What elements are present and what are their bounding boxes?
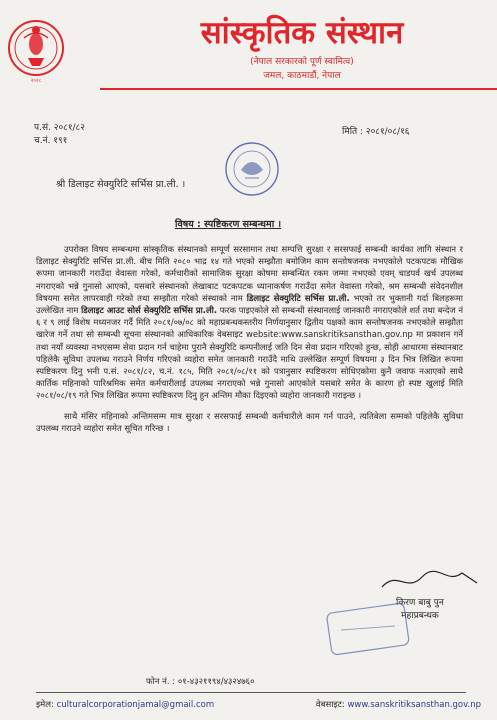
footer-phone: फोन नं. : ०१-४३२११९४/४३२४७६० xyxy=(146,677,255,687)
recipient: श्री डिलाइट सेक्युरिटि सर्भिस प्रा.ली. । xyxy=(56,179,186,190)
company-name-bold: डिलाइट सेक्युरिटि सर्भिस प्रा.ली. xyxy=(246,292,350,303)
website-label: वेबसाइट: xyxy=(315,700,345,710)
body-text-segment: भएको तर भुक्तानी गर्दा बिलहरूमा उल्लेखित नाम xyxy=(36,292,463,316)
email-address[interactable]: culturalcorporationjamal@gmail.com xyxy=(56,700,215,710)
svg-text:२०२८: २०२८ xyxy=(30,78,42,84)
body-paragraph-1 xyxy=(36,243,463,402)
signer-name: किरण बाबु पुन xyxy=(396,598,444,608)
reference-number: प.सं. २०८१/८२ xyxy=(34,123,85,133)
signer-title: महाप्रबन्धक xyxy=(401,611,439,621)
org-subtitle xyxy=(112,55,492,83)
letter-body xyxy=(36,243,463,442)
footer-contact xyxy=(36,699,481,710)
website-link[interactable]: www.sanskritiksansthan.gov.np xyxy=(347,700,481,710)
letter-date: मिति : २०८१/०८/१६ xyxy=(342,127,410,137)
footer-email xyxy=(36,699,214,710)
footer-website xyxy=(316,699,481,710)
company-name-bold-2: डिलाइट आउट सोर्स सेक्युरिटि सर्भिस प्रा.ली. xyxy=(81,305,218,316)
body-paragraph-2: साथै मंसिर महिनाको अन्तिमसम्म मात्र सुरक्षा र सरसफाई सम्बन्धी कर्मचारीले काम गर्न पाउने, त्यतिबेला सम्मको पहिलेकै सुविधा उपलब्ध गराउने व्यहोरा समेत सूचित गरिन्छ । xyxy=(36,410,463,433)
dispatch-number: च.नं. १९१ xyxy=(34,136,68,146)
official-seal xyxy=(223,140,281,198)
body-text-segment: फरक पाइएकोले सो सम्बन्धी संस्थानलाई जानकारी नगराएकोले शर्त तथा बन्देज नं ६ र ९ लाई विशेष मध्यनजर गर्दै मिति २०८१/०७/०८ को महाप्रबन्धकस्तरीय निर्णयानुसार द्वितीय पक्षको काम सन्तोषजनक नभएकोले सम्झौता खारेज गर्ने तथा सो सम्बन्धी सूचना संस्थानको आधिकारिक वेबसाइट website:www.sanskritiksansthan.gov.np मा प्रकाशन गर्ने तथा नयाँ व्यवस्था नभएसम्म सेवा प्रदान गर्न चाहेमा पुरानै सेक्युरिटि कम्पनीलाई जति दिन सेवा प्रदान गरिएको हुन्छ, सोही आधारमा संस्थानबाट पहिलेकै सुविधा उपलब्ध गराउने निर्णय गरिएको व्यहोरा समेत जानकारी गराउँदै माथि उल्लेखित सम्पूर्ण विषयमा ३ दिन भित्र लिखित रूपमा स्पष्टिकरण दिनु भनी प.सं. २०८१/८२, च.नं. १८५, मिति २०८१/०८/११ को पत्रानुसार स्पष्टिकरण सोधिएकोमा कुनै जवाफ नआएको साथै कार्तिक महिनाको पारिश्रमिक समेत कर्मचारीलाई उपलब्ध नगराएको भन्ने गुनासो आएकोले यसबारे समेत के कारण हो स्पष्ट खुलाई मिति २०८१/०८/१९ गते भित्र लिखित रूपमा स्पष्टिकरण दिनु हुन अन्तिम मौका दिइएको व्यहोरा जानकारी गराइन्छ । xyxy=(36,305,463,401)
reference-block xyxy=(34,122,85,148)
signature-stamp xyxy=(325,600,411,660)
org-name: सांस्कृतिक संस्थान xyxy=(200,15,404,51)
signature xyxy=(372,565,492,595)
institute-logo xyxy=(6,8,66,92)
body-text-segment: उपरोक्त विषय सम्बन्धमा सांस्कृतिक संस्थानको सम्पूर्ण सरसामान तथा सम्पत्ति सुरक्षा र सरसफाई सम्बन्धी कार्यका लागि संस्थान र डिलाइट सेक्युरिटि सर्भिस प्रा.ली. बीच मिति २०८० भाद्र १४ गते भएको सम्झौता बमोजिम काम सन्तोषजनक नभएकोले पटकपटक मौखिक रूपमा जानकारी गराउँदा वेवास्ता गरेको, कर्मचारीको सामाजिक सुरक्षा कोषमा सम्बन्धित रकम जम्मा नभएको एवम् चाडपर्व खर्च उपलब्ध नगराएको भन्ने गुनासो आएको, यसबारे संस्थानको लेखाबाट पटकपटक ध्यानाकर्षण गराउँदा समेत वेवास्ता गरेको, श्रम सम्बन्धी संवेदनशील विषयमा समेत लापरवाही गरेको तथा सम्झौता गरेको संस्थाको नाम xyxy=(36,244,463,303)
ownership-line: (नेपाल सरकारको पूर्ण स्वामित्व) xyxy=(250,57,354,67)
footer-divider xyxy=(36,692,466,693)
address-line: जमल, काठमाडौं, नेपाल xyxy=(263,71,341,81)
header-divider xyxy=(100,88,497,90)
subject-line: विषय : स्पष्टिकरण सम्बन्धमा । xyxy=(175,219,282,230)
email-label: इमेल: xyxy=(36,700,54,710)
